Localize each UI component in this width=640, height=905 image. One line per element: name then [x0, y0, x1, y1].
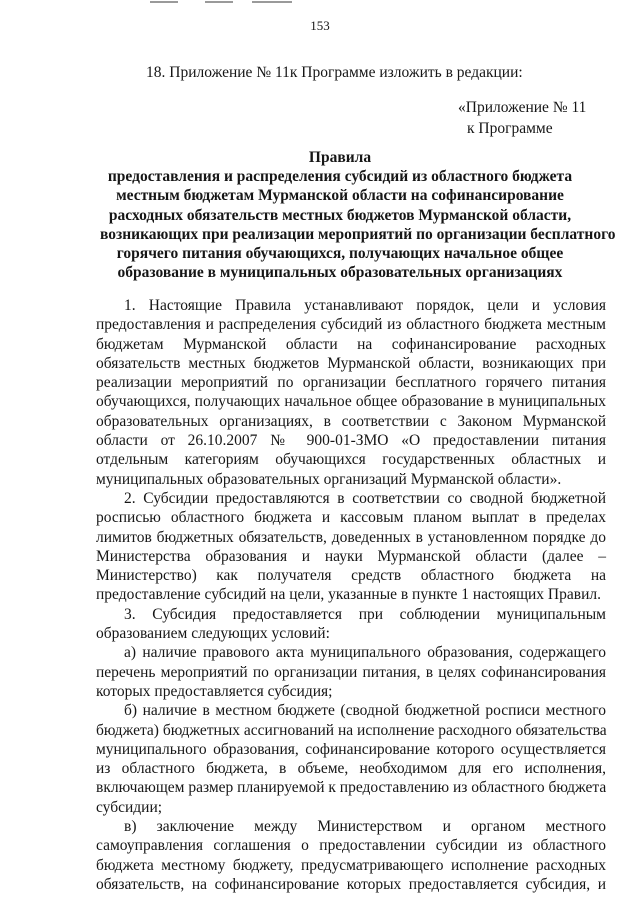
appendix-line-2: к Программе [467, 120, 553, 137]
body-line: бюджета местному бюджету, предусматривающего исполнение расходных [96, 856, 606, 874]
body-line: бюджетам Мурманской области на софинансирование расходных [96, 335, 606, 353]
amendment-lead-line: 18. Приложение № 11к Программе изложить в редакции: [146, 64, 523, 81]
body-line: перечень мероприятий по организации питания, в целях софинансирования [96, 663, 606, 681]
body-line: которых предоставляется субсидия; [96, 682, 333, 700]
body-line: предоставления и распределения субсидий из областного бюджета местным [96, 316, 606, 334]
body-line: включающем размер планируемой к предоставлению из областного бюджета [96, 779, 607, 797]
body-line: образованием следующих условий: [96, 625, 330, 643]
body-line: Министерство) как получателя средств областного бюджета на [96, 567, 606, 585]
body-line: 2. Субсидии предоставляются в соответствии со сводной бюджетной [124, 489, 606, 507]
body-line: 3. Субсидия предоставляется при соблюдении муниципальным [124, 605, 606, 623]
page-number: 153 [310, 18, 330, 33]
body-line: б) наличие в местном бюджете (сводной бюджетной росписи местного [124, 702, 606, 720]
body-line: предоставление субсидий на цели, указанные в пункте 1 настоящих Правил. [96, 586, 601, 604]
title-line: возникающих при реализации мероприятий по организации бесплатного [100, 225, 616, 243]
rules-body [96, 296, 606, 894]
body-line: образовательных организациях, в соответствии с Законом Мурманской [96, 412, 606, 430]
body-line: росписью областного бюджета и кассовым планом выплат в пределах [96, 509, 606, 527]
body-line: муниципального образования, софинансирование которого осуществляется [96, 740, 606, 758]
title-line: предоставления и распределения субсидий из областного бюджета [107, 168, 573, 186]
body-line: обязательств, на софинансирование которых предоставляется субсидия, и [96, 875, 606, 893]
body-line: самоуправления соглашения о предоставлении субсидии из областного [96, 837, 606, 855]
title-line: расходных обязательств местных бюджетов Мурманской области, [108, 206, 572, 224]
body-line: из областного бюджета, в объеме, необходимом для его исполнения, [96, 760, 606, 778]
appendix-line-1: «Приложение № 11 [458, 99, 587, 116]
rules-title [100, 148, 616, 282]
body-line: реализации мероприятий по организации бесплатного горячего питания [96, 374, 606, 392]
body-line: субсидии; [96, 798, 163, 816]
title-line: образование в муниципальных образовательных организациях [117, 264, 563, 282]
body-line: Министерства образования и науки Мурманской области (далее – [96, 547, 606, 565]
body-line: лимитов бюджетных обязательств, доведенных в установленном порядке до [96, 528, 606, 546]
appendix-header [458, 97, 586, 139]
body-line: области от 26.10.2007 № 900-01-ЗМО «О предоставлении питания [96, 432, 606, 450]
body-line: бюджета) бюджетных ассигнований на исполнение расходного обязательства [96, 721, 607, 739]
body-line: обучающихся, получающих начальное общее образование в муниципальных [96, 393, 606, 411]
body-line: муниципальных образовательных организаций Мурманской области». [96, 470, 562, 488]
title-line: Правила [308, 149, 372, 166]
body-line: отдельным категориям обучающихся государственных областных и [96, 451, 606, 469]
body-line: в) заключение между Министерством и органом местного [124, 818, 606, 836]
title-line: горячего питания обучающихся, получающих начальное общее [116, 245, 564, 263]
title-line: местным бюджетам Мурманской области на софинансирование [116, 187, 564, 205]
body-line: обязательств местных бюджетов Мурманской области, возникающих при [96, 354, 606, 372]
body-line: 1. Настоящие Правила устанавливают порядок, цели и условия [124, 297, 606, 314]
body-line: а) наличие правового акта муниципального образования, содержащего [124, 644, 606, 662]
top-edge-marks [0, 0, 640, 6]
